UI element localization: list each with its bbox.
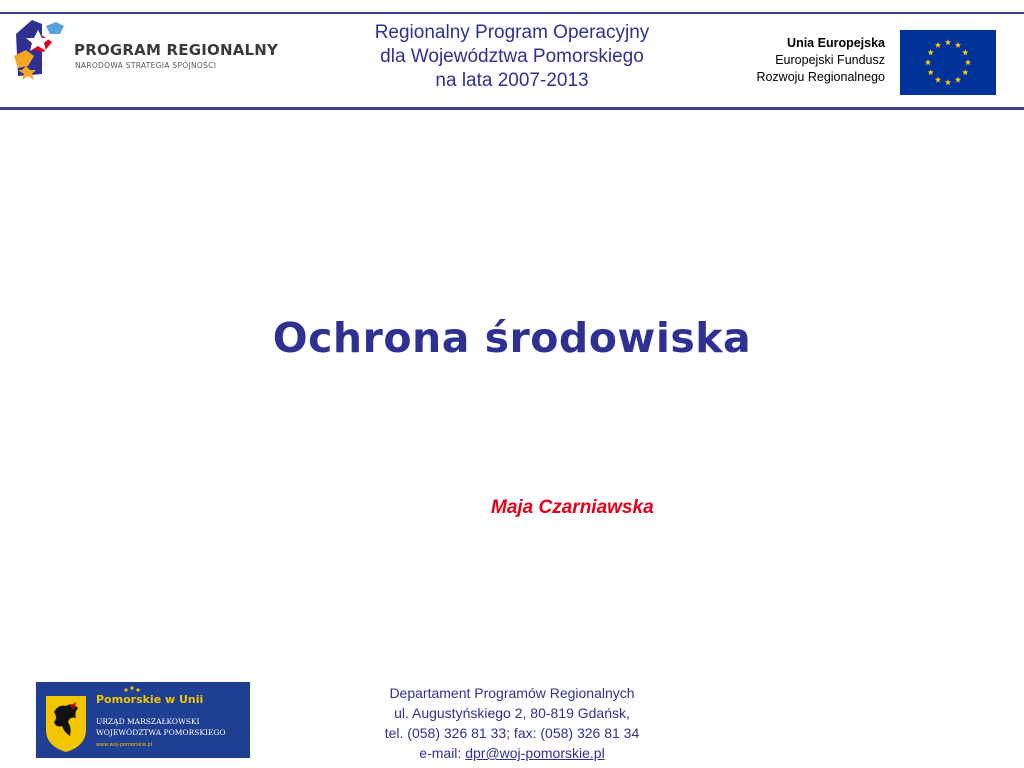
author-name: Maja Czarniawska [491,497,654,518]
contact-department: Departament Programów Regionalnych [389,685,635,701]
contact-phone-fax: tel. (058) 326 81 33; fax: (058) 326 81 34 [384,725,640,741]
footer-logo-line2: WOJEWÓDZTWA POMORSKIEGO [96,728,226,737]
program-regionalny-emblem-icon [12,16,74,88]
program-title-line2: dla Województwa Pomorskiego [380,46,644,67]
program-title-line3: na lata 2007-2013 [435,70,589,91]
contact-email-prefix: e-mail: [419,745,466,761]
header-top-rule [0,12,1024,14]
program-regionalny-subtitle: NARODOWA STRATEGIA SPÓJNOŚCI [75,61,217,70]
program-title [312,21,712,93]
eu-fund-text [700,35,885,86]
contact-email-link[interactable]: dpr@woj-pomorskie.pl [465,745,605,761]
footer-logo-url: www.woj-pomorskie.pl [96,742,153,748]
contact-info [362,683,662,763]
header-bottom-rule [0,107,1024,110]
footer-logo-title: Pomorskie w Unii [96,693,204,706]
eu-name: Unia Europejska [787,36,885,50]
eu-fund-line1: Europejski Fundusz [775,53,885,67]
program-regionalny-logo [12,16,292,88]
eu-fund-line2: Rozwoju Regionalnego [756,70,885,84]
gryphon-crest-icon [46,696,86,752]
pomorskie-w-unii-logo [36,682,250,758]
program-title-line1: Regionalny Program Operacyjny [374,22,650,43]
contact-address: ul. Augustyńskiego 2, 80-819 Gdańsk, [394,705,630,721]
eu-flag-icon [900,30,996,95]
footer-logo-line1: URZĄD MARSZAŁKOWSKI [96,717,200,726]
contact-email-line [362,743,662,763]
program-regionalny-name: PROGRAM REGIONALNY [74,41,279,59]
slide-title: Ochrona środowiska [272,314,752,362]
